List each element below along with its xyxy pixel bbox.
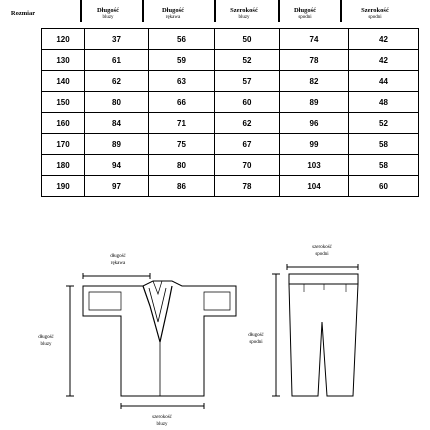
measurement-cell: 103: [280, 155, 349, 176]
measurement-cell: 97: [85, 176, 149, 197]
header-divider: [340, 0, 342, 22]
header-divider: [214, 0, 216, 22]
measurement-cell: 58: [349, 134, 419, 155]
measurement-cell: 96: [280, 113, 349, 134]
header-sleeve-length: Długość rękawa: [161, 7, 185, 20]
measurement-cell: 99: [280, 134, 349, 155]
header-pants-length: Długość spodni: [293, 7, 317, 20]
measurement-cell: 58: [349, 155, 419, 176]
measurement-cell: 89: [280, 92, 349, 113]
measurement-cell: 70: [215, 155, 280, 176]
table-row: [42, 134, 419, 155]
header-jacket-width: Szerokość bluzy: [230, 7, 258, 20]
table-row: [42, 50, 419, 71]
jacket-width-label: bluzy: [156, 422, 168, 427]
measurement-cell: 75: [149, 134, 215, 155]
measurement-cell: 84: [85, 113, 149, 134]
measurement-cell: 48: [349, 92, 419, 113]
measurement-cell: 59: [149, 50, 215, 71]
measurement-cell: 89: [85, 134, 149, 155]
size-cell: 160: [42, 113, 85, 134]
header-divider: [80, 0, 82, 22]
size-cell: 120: [42, 29, 85, 50]
size-cell: 130: [42, 50, 85, 71]
measurement-cell: 94: [85, 155, 149, 176]
header-jacket-length: Długość bluzy: [96, 7, 120, 20]
measurement-cell: 52: [349, 113, 419, 134]
jacket-length-label: bluzy: [40, 342, 52, 347]
measurement-cell: 67: [215, 134, 280, 155]
measurement-cell: 71: [149, 113, 215, 134]
measurement-cell: 86: [149, 176, 215, 197]
table-row: [42, 92, 419, 113]
header-divider: [142, 0, 144, 22]
measurement-cell: 37: [85, 29, 149, 50]
size-cell: 170: [42, 134, 85, 155]
measurement-cell: 61: [85, 50, 149, 71]
measurement-cell: 62: [215, 113, 280, 134]
pants-waistband: [289, 274, 358, 284]
measurement-cell: 82: [280, 71, 349, 92]
table-row: [42, 113, 419, 134]
measurement-cell: 60: [349, 176, 419, 197]
measurement-cell: 42: [349, 50, 419, 71]
pants-width-label: spodni: [315, 252, 329, 257]
table-row: [42, 176, 419, 197]
measurement-cell: 63: [149, 71, 215, 92]
sleeve-length-label: rękawa: [110, 261, 126, 266]
measurement-cell: 42: [349, 29, 419, 50]
measurement-cell: 78: [215, 176, 280, 197]
jacket-width-label: szerokość: [152, 415, 172, 420]
size-cell: 180: [42, 155, 85, 176]
pants-length-label: spodni: [249, 340, 263, 345]
header-size: Rozmiar: [10, 9, 36, 17]
pants-drawing: [272, 264, 358, 396]
size-table: [41, 28, 419, 197]
measurement-cell: 57: [215, 71, 280, 92]
jacket-length-label: długość: [38, 335, 54, 340]
pants-outline: [289, 284, 358, 396]
garment-diagram: [0, 232, 430, 430]
measurement-cell: 80: [149, 155, 215, 176]
header-pants-width: Szerokość spodni: [361, 7, 389, 20]
measurement-cell: 74: [280, 29, 349, 50]
size-cell: 140: [42, 71, 85, 92]
measurement-cell: 56: [149, 29, 215, 50]
size-cell: 150: [42, 92, 85, 113]
pants-width-label: szerokość: [312, 245, 332, 250]
size-cell: 190: [42, 176, 85, 197]
table-row: [42, 29, 419, 50]
sleeve-length-label: długość: [110, 254, 126, 259]
jacket-drawing: [66, 273, 236, 409]
measurement-cell: 66: [149, 92, 215, 113]
jacket-collar: [143, 286, 172, 342]
pants-length-label: długość: [248, 333, 264, 338]
measurement-cell: 50: [215, 29, 280, 50]
measurement-cell: 78: [280, 50, 349, 71]
measurement-cell: 44: [349, 71, 419, 92]
table-header: [0, 0, 430, 28]
measurement-cell: 60: [215, 92, 280, 113]
table-row: [42, 155, 419, 176]
measurement-cell: 52: [215, 50, 280, 71]
measurement-cell: 104: [280, 176, 349, 197]
measurement-cell: 62: [85, 71, 149, 92]
measurement-cell: 80: [85, 92, 149, 113]
table-row: [42, 71, 419, 92]
